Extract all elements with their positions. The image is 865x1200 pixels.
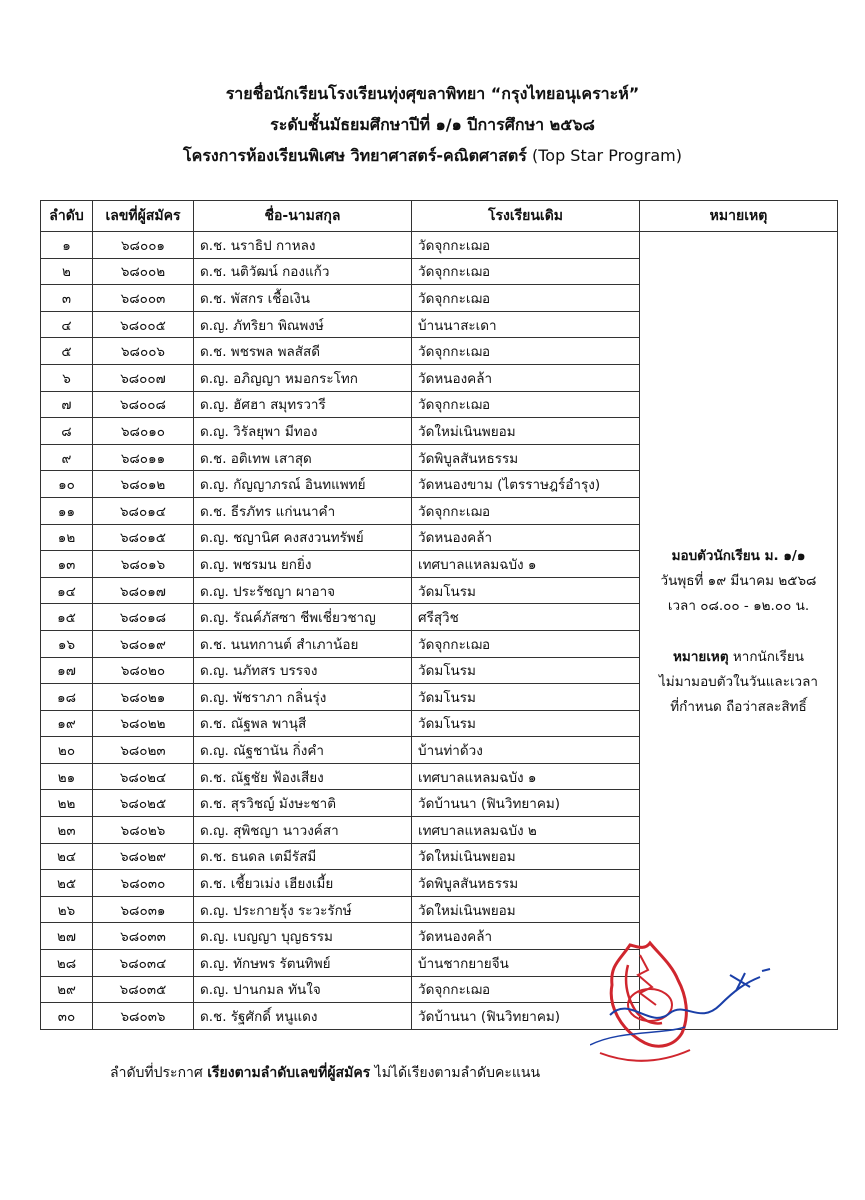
cell-school: วัดจุกกะเฌอ <box>412 497 640 524</box>
cell-school: วัดจุกกะเฌอ <box>412 258 640 285</box>
cell-app-no: ๖๘๐๐๓ <box>93 285 194 312</box>
cell-name: ด.ช. ธีรภัทร แก่นนาคำ <box>194 497 412 524</box>
remark-note-line-2: ไม่มามอบตัวในวันและเวลา <box>659 674 818 690</box>
cell-name: ด.ญ. ฮัศฮา สมุทรวารี <box>194 391 412 418</box>
cell-no: ๒ <box>41 258 93 285</box>
cell-app-no: ๖๘๐๓๖ <box>93 1003 194 1030</box>
cell-no: ๒๓ <box>41 817 93 844</box>
cell-name: ด.ญ. รัณค์ภัสซา ชีพเชี่ยวชาญ <box>194 604 412 631</box>
cell-school: บ้านชากยายจีน <box>412 950 640 977</box>
table-header-row <box>41 201 838 232</box>
cell-name: ด.ช. รัฐศักดิ์ หนูแดง <box>194 1003 412 1030</box>
cell-school: วัดพิบูลสันหธรรม <box>412 870 640 897</box>
cell-school: วัดมโนรม <box>412 657 640 684</box>
cell-school: บ้านนาสะเดา <box>412 311 640 338</box>
cell-school: วัดจุกกะเฌอ <box>412 976 640 1003</box>
cell-name: ด.ช. นติวัฒน์ กองแก้ว <box>194 258 412 285</box>
cell-school: เทศบาลแหลมฉบัง ๑ <box>412 763 640 790</box>
cell-name: ด.ญ. พชรมน ยกยิ่ง <box>194 551 412 578</box>
cell-name: ด.ช. ณัฐพล พานุสี <box>194 710 412 737</box>
cell-app-no: ๖๘๐๑๘ <box>93 604 194 631</box>
cell-no: ๑๖ <box>41 630 93 657</box>
cell-name: ด.ญ. ปานกมล ทันใจ <box>194 976 412 1003</box>
cell-school: วัดหนองคล้า <box>412 524 640 551</box>
cell-school: วัดมโนรม <box>412 684 640 711</box>
cell-app-no: ๖๘๐๐๗ <box>93 364 194 391</box>
footer-note <box>110 1062 540 1084</box>
student-table <box>40 200 838 1030</box>
cell-school: วัดหนองคล้า <box>412 364 640 391</box>
cell-app-no: ๖๘๐๒๑ <box>93 684 194 711</box>
cell-name: ด.ญ. ภัทริยา พิณพงษ์ <box>194 311 412 338</box>
cell-school: วัดพิบูลสันหธรรม <box>412 444 640 471</box>
cell-app-no: ๖๘๐๒๙ <box>93 843 194 870</box>
cell-no: ๑๒ <box>41 524 93 551</box>
cell-name: ด.ญ. เบญญา บุญธรรม <box>194 923 412 950</box>
remark-note-line-3: ที่กำหนด ถือว่าสละสิทธิ์ <box>670 699 807 715</box>
cell-no: ๕ <box>41 338 93 365</box>
cell-no: ๘ <box>41 418 93 445</box>
title-line-3 <box>0 140 865 171</box>
cell-no: ๒๕ <box>41 870 93 897</box>
cell-name: ด.ช. นนทกานต์ สำเภาน้อย <box>194 630 412 657</box>
cell-no: ๒๔ <box>41 843 93 870</box>
cell-app-no: ๖๘๐๐๒ <box>93 258 194 285</box>
title-line-2: ระดับชั้นมัธยมศึกษาปีที่ ๑/๑ ปีการศึกษา ๒๕๖๘ <box>270 115 595 134</box>
cell-app-no: ๖๘๐๒๕ <box>93 790 194 817</box>
cell-no: ๑๐ <box>41 471 93 498</box>
cell-name: ด.ญ. ประรัชญา ผาอาจ <box>194 577 412 604</box>
remark-note-label: หมายเหตุ <box>673 649 729 665</box>
cell-app-no: ๖๘๐๑๗ <box>93 577 194 604</box>
cell-school: วัดมโนรม <box>412 710 640 737</box>
remark-time: เวลา ๐๘.๐๐ - ๑๒.๐๐ น. <box>667 598 810 614</box>
cell-no: ๓ <box>41 285 93 312</box>
cell-name: ด.ญ. วิรัลยุพา มีทอง <box>194 418 412 445</box>
cell-app-no: ๖๘๐๑๖ <box>93 551 194 578</box>
school-seal-and-signature <box>590 935 775 1070</box>
cell-name: ด.ช. ธนดล เตมีรัสมี <box>194 843 412 870</box>
cell-app-no: ๖๘๐๑๙ <box>93 630 194 657</box>
cell-no: ๒๖ <box>41 896 93 923</box>
cell-no: ๑๘ <box>41 684 93 711</box>
cell-no: ๒๒ <box>41 790 93 817</box>
cell-name: ด.ช. พชรพล พลสัสดี <box>194 338 412 365</box>
cell-app-no: ๖๘๐๑๔ <box>93 497 194 524</box>
title-line-1: รายชื่อนักเรียนโรงเรียนทุ่งศุขลาพิทยา “กรุงไทยอนุเคราะห์” <box>225 84 640 103</box>
remark-date: วันพุธที่ ๑๙ มีนาคม ๒๕๖๘ <box>660 573 817 589</box>
cell-app-no: ๖๘๐๑๕ <box>93 524 194 551</box>
cell-no: ๒๑ <box>41 763 93 790</box>
col-header-school: โรงเรียนเดิม <box>412 201 640 232</box>
cell-school: วัดจุกกะเฌอ <box>412 630 640 657</box>
cell-no: ๑๗ <box>41 657 93 684</box>
cell-name: ด.ญ. อภิญญา หมอกระโทก <box>194 364 412 391</box>
cell-school: วัดจุกกะเฌอ <box>412 232 640 259</box>
cell-school: วัดใหม่เนินพยอม <box>412 418 640 445</box>
cell-school: วัดบ้านนา (ฟินวิทยาคม) <box>412 790 640 817</box>
cell-name: ด.ญ. นภัทสร บรรจง <box>194 657 412 684</box>
cell-no: ๒๙ <box>41 976 93 1003</box>
cell-app-no: ๖๘๐๒๐ <box>93 657 194 684</box>
footer-text-bold: เรียงตามลำดับเลขที่ผู้สมัคร <box>207 1065 371 1081</box>
program-english: (Top Star Program) <box>526 146 682 165</box>
cell-name: ด.ช. ณัฐชัย ฟ้องเสียง <box>194 763 412 790</box>
cell-app-no: ๖๘๐๓๐ <box>93 870 194 897</box>
table-row <box>41 232 838 259</box>
cell-name: ด.ช. เชี้ยวเม่ง เฮียงเมี้ย <box>194 870 412 897</box>
cell-school: วัดจุกกะเฌอ <box>412 285 640 312</box>
cell-no: ๒๘ <box>41 950 93 977</box>
remark-note-text-1: หากนักเรียน <box>728 649 804 665</box>
cell-no: ๑๕ <box>41 604 93 631</box>
cell-name: ด.ญ. สุพิชญา นาวงค์สา <box>194 817 412 844</box>
col-header-name: ชื่อ-นามสกุล <box>194 201 412 232</box>
cell-no: ๗ <box>41 391 93 418</box>
cell-app-no: ๖๘๐๓๑ <box>93 896 194 923</box>
col-header-remark: หมายเหตุ <box>640 201 838 232</box>
cell-name: ด.ญ. ณัฐชานัน กิ่งคำ <box>194 737 412 764</box>
cell-no: ๑๔ <box>41 577 93 604</box>
cell-app-no: ๖๘๐๒๓ <box>93 737 194 764</box>
cell-app-no: ๖๘๐๐๑ <box>93 232 194 259</box>
footer-text-before: ลำดับที่ประกาศ <box>110 1065 208 1081</box>
program-name: โครงการห้องเรียนพิเศษ วิทยาศาสตร์-คณิตศาสตร์ <box>183 146 527 165</box>
cell-app-no: ๖๘๐๒๖ <box>93 817 194 844</box>
cell-name: ด.ช. นราธิป กาหลง <box>194 232 412 259</box>
cell-school: ศรีสุวิช <box>412 604 640 631</box>
cell-name: ด.ญ. ทักษพร รัตนทิพย์ <box>194 950 412 977</box>
cell-name: ด.ญ. ประกายรุ้ง ระวะรักษ์ <box>194 896 412 923</box>
cell-app-no: ๖๘๐๐๕ <box>93 311 194 338</box>
cell-app-no: ๖๘๐๒๔ <box>93 763 194 790</box>
cell-school: เทศบาลแหลมฉบัง ๑ <box>412 551 640 578</box>
cell-school: วัดมโนรม <box>412 577 640 604</box>
cell-app-no: ๖๘๐๐๘ <box>93 391 194 418</box>
cell-name: ด.ช. สุรวิชญ์ มังษะชาติ <box>194 790 412 817</box>
cell-school: วัดบ้านนา (ฟินวิทยาคม) <box>412 1003 640 1030</box>
cell-name: ด.ช. พัสกร เชื้อเงิน <box>194 285 412 312</box>
cell-app-no: ๖๘๐๑๑ <box>93 444 194 471</box>
cell-no: ๑๓ <box>41 551 93 578</box>
cell-no: ๑๑ <box>41 497 93 524</box>
cell-name: ด.ญ. พัชราภา กลิ่นรุ่ง <box>194 684 412 711</box>
remark-title: มอบตัวนักเรียน ม. ๑/๑ <box>671 548 806 564</box>
cell-app-no: ๖๘๐๒๒ <box>93 710 194 737</box>
cell-app-no: ๖๘๐๓๓ <box>93 923 194 950</box>
cell-app-no: ๖๘๐๓๔ <box>93 950 194 977</box>
document-header <box>0 78 865 171</box>
cell-name: ด.ญ. ชญานิศ คงสงวนทรัพย์ <box>194 524 412 551</box>
cell-school: วัดใหม่เนินพยอม <box>412 896 640 923</box>
seal-emblem <box>600 943 690 1061</box>
cell-school: วัดจุกกะเฌอ <box>412 338 640 365</box>
cell-no: ๖ <box>41 364 93 391</box>
cell-school: วัดหนองคล้า <box>412 923 640 950</box>
cell-school: วัดจุกกะเฌอ <box>412 391 640 418</box>
cell-app-no: ๖๘๐๑๒ <box>93 471 194 498</box>
cell-no: ๑ <box>41 232 93 259</box>
remark-note-line-1 <box>646 645 831 670</box>
cell-school: วัดใหม่เนินพยอม <box>412 843 640 870</box>
remark-cell <box>640 232 838 1030</box>
cell-school: เทศบาลแหลมฉบัง ๒ <box>412 817 640 844</box>
cell-no: ๑๙ <box>41 710 93 737</box>
footer-text-after: ไม่ได้เรียงตามลำดับคะแนน <box>370 1065 541 1081</box>
col-header-app-no: เลขที่ผู้สมัคร <box>93 201 194 232</box>
cell-school: บ้านท่าด้วง <box>412 737 640 764</box>
cell-app-no: ๖๘๐๐๖ <box>93 338 194 365</box>
cell-app-no: ๖๘๐๓๕ <box>93 976 194 1003</box>
cell-school: วัดหนองขาม (ไตรราษฎร์อำรุง) <box>412 471 640 498</box>
cell-no: ๙ <box>41 444 93 471</box>
cell-no: ๓๐ <box>41 1003 93 1030</box>
col-header-no: ลำดับ <box>41 201 93 232</box>
cell-app-no: ๖๘๐๑๐ <box>93 418 194 445</box>
cell-no: ๒๐ <box>41 737 93 764</box>
cell-name: ด.ช. อติเทพ เสาสุด <box>194 444 412 471</box>
cell-no: ๒๗ <box>41 923 93 950</box>
cell-name: ด.ญ. กัญญาภรณ์ อินทแพทย์ <box>194 471 412 498</box>
cell-no: ๔ <box>41 311 93 338</box>
